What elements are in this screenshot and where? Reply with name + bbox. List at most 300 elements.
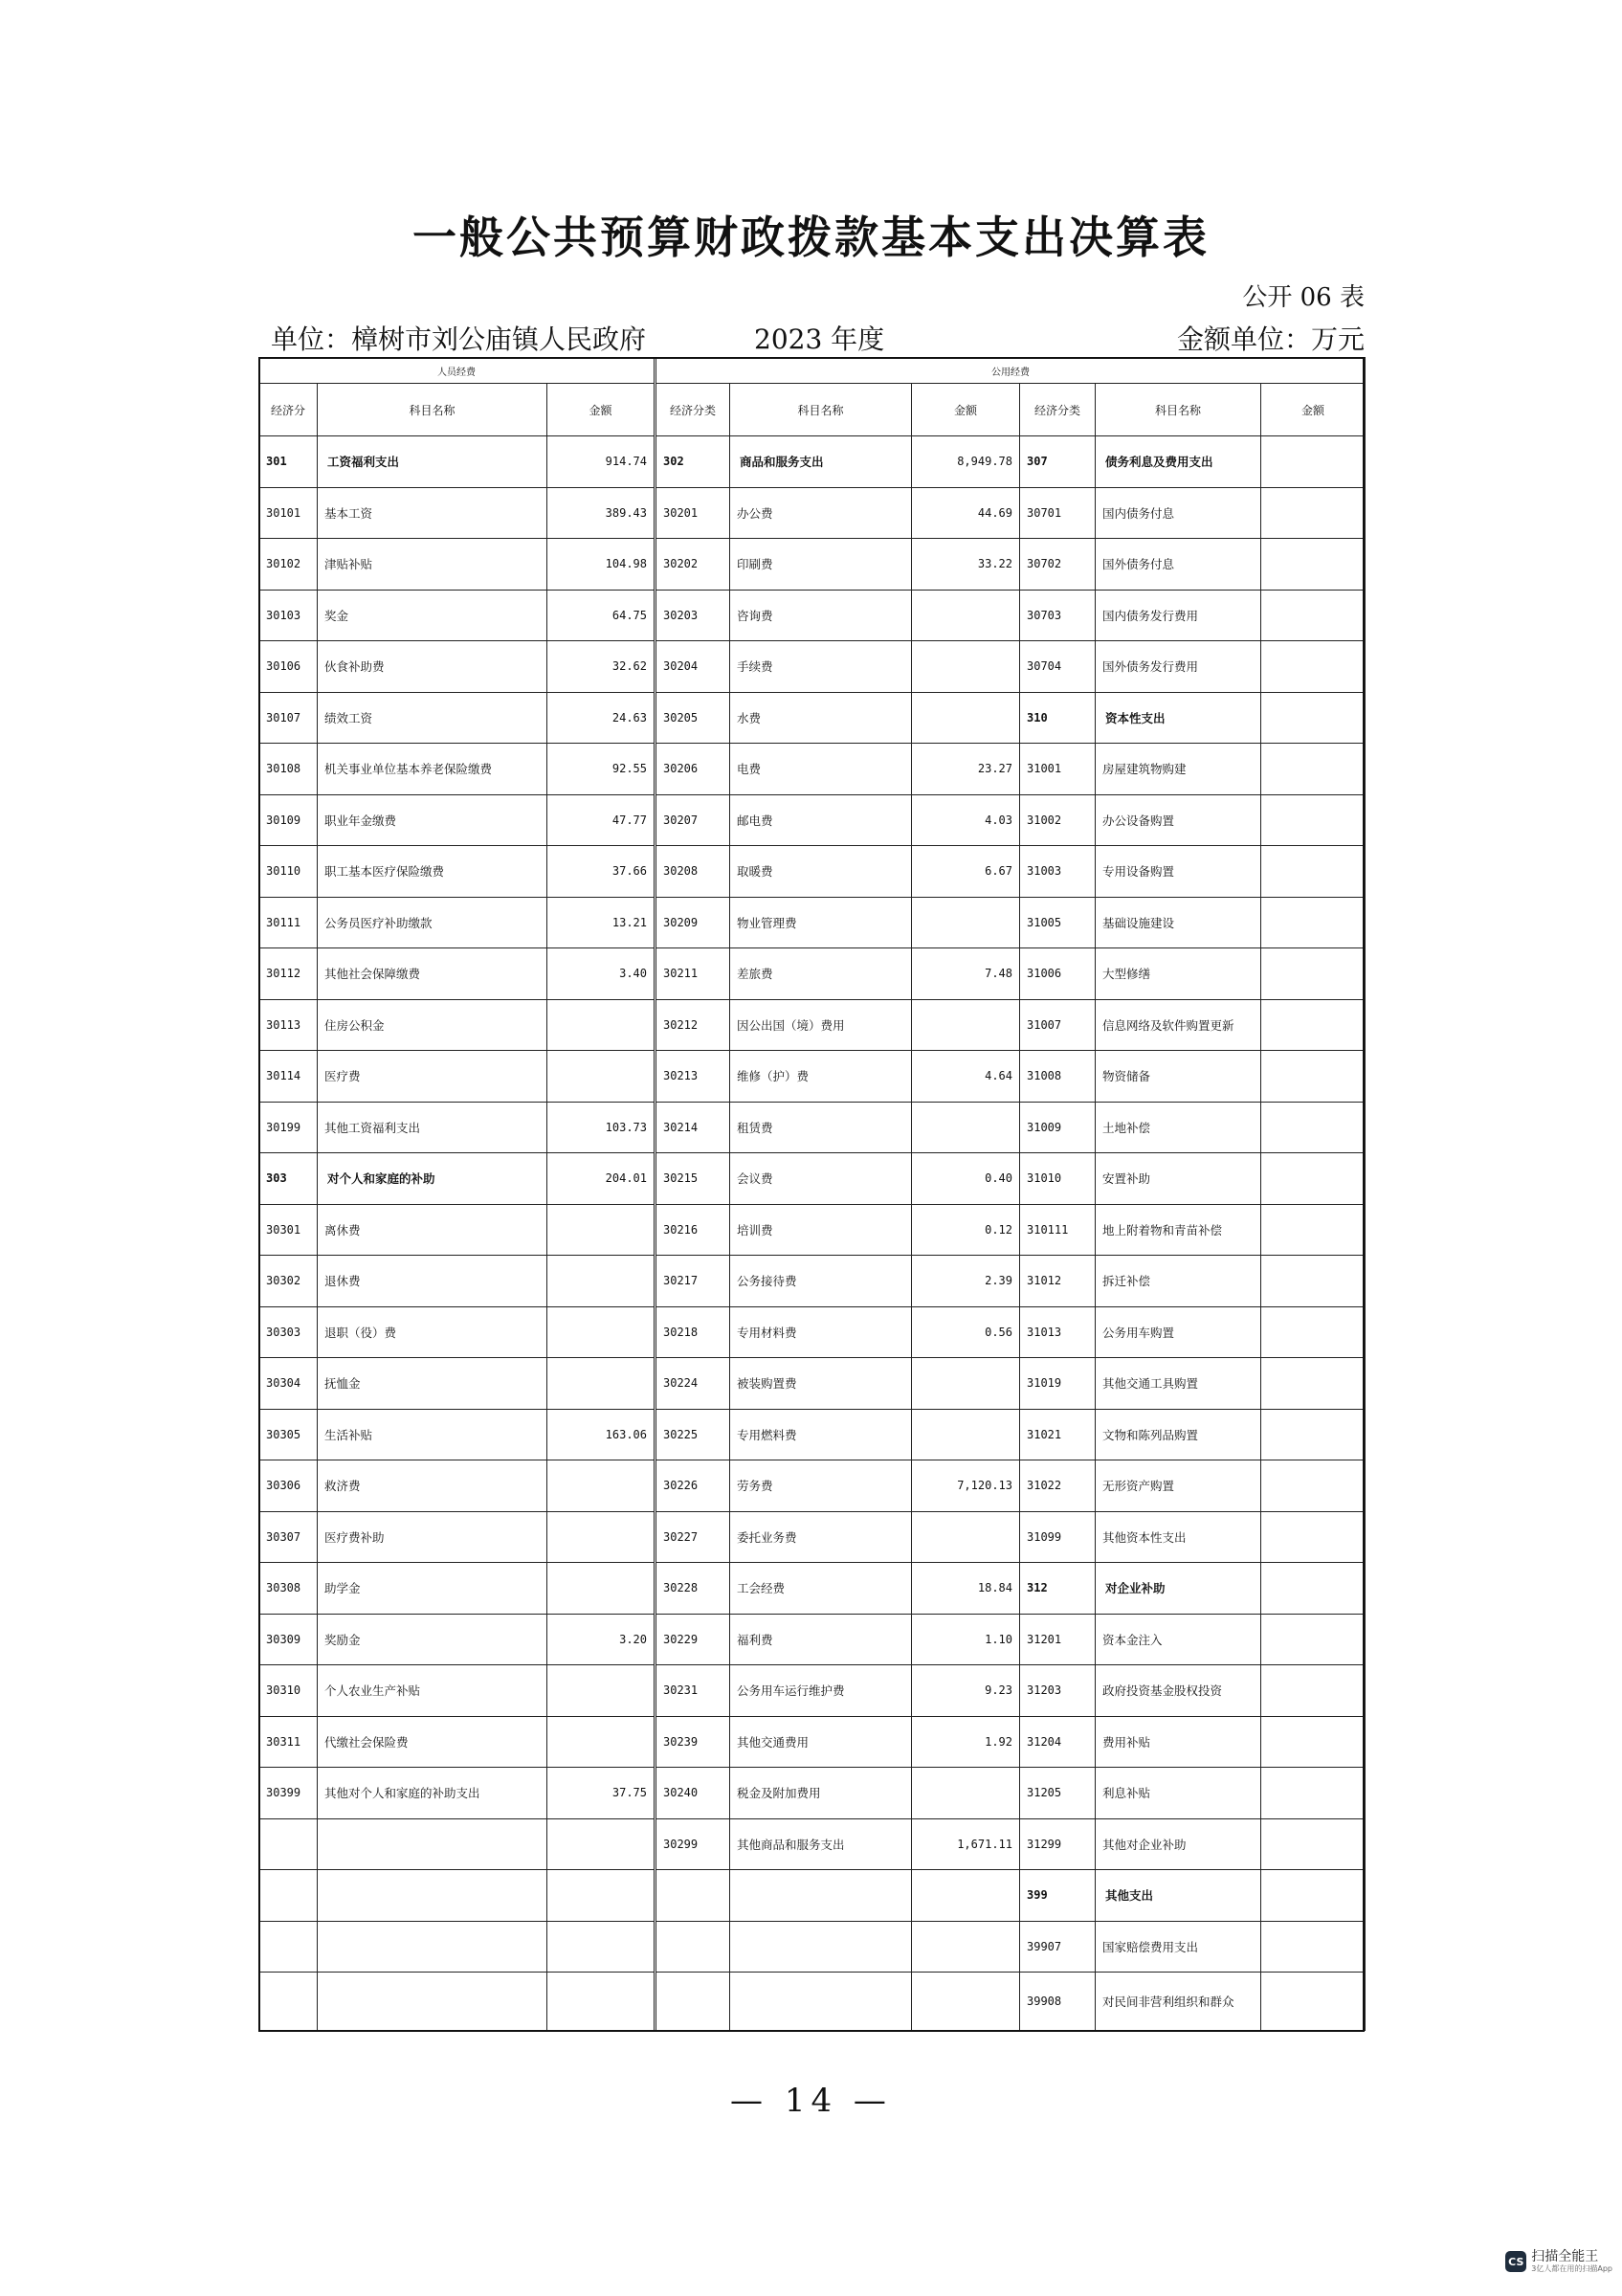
table-row	[259, 744, 1366, 795]
item-name-cell: 工会经费	[730, 1563, 912, 1615]
amount-cell	[1261, 1204, 1366, 1256]
economic-code-cell: 30399	[259, 1768, 318, 1819]
economic-code-cell: 30217	[655, 1256, 730, 1307]
amount-cell	[1261, 1460, 1366, 1512]
item-name-cell: 医疗费	[318, 1051, 547, 1103]
amount-cell: 8,949.78	[912, 436, 1020, 488]
table-row	[259, 948, 1366, 1000]
item-name-cell: 大型修缮	[1096, 948, 1261, 1000]
item-name-cell: 其他工资福利支出	[318, 1102, 547, 1153]
table-row	[259, 1614, 1366, 1665]
amount-cell: 32.62	[547, 641, 655, 693]
amount-cell: 0.40	[912, 1153, 1020, 1205]
economic-code-cell: 399	[1020, 1870, 1096, 1922]
economic-code-cell: 30205	[655, 692, 730, 744]
table-row	[259, 897, 1366, 948]
item-name-cell: 对企业补助	[1096, 1563, 1261, 1615]
economic-code-cell: 30112	[259, 948, 318, 1000]
item-name-cell: 咨询费	[730, 590, 912, 641]
expenditure-table	[258, 357, 1366, 2031]
amount-cell	[547, 1818, 655, 1870]
amount-cell	[912, 692, 1020, 744]
table-row	[259, 1204, 1366, 1256]
item-name-cell: 对民间非营利组织和群众	[1096, 1973, 1261, 2031]
amount-cell: 0.56	[912, 1306, 1020, 1358]
group-public: 公用经费	[655, 358, 1366, 384]
reporting-unit: 单位：樟树市刘公庙镇人民政府	[271, 323, 647, 355]
economic-code-cell: 30703	[1020, 590, 1096, 641]
amount-cell	[1261, 1870, 1366, 1922]
economic-code-cell: 30114	[259, 1051, 318, 1103]
amount-cell: 103.73	[547, 1102, 655, 1153]
item-name-cell: 机关事业单位基本养老保险缴费	[318, 744, 547, 795]
amount-cell	[1261, 1716, 1366, 1768]
table-row	[259, 436, 1366, 488]
amount-cell	[1261, 744, 1366, 795]
economic-code-cell: 31010	[1020, 1153, 1096, 1205]
item-name-cell: 债务利息及费用支出	[1096, 436, 1261, 488]
item-name-cell	[730, 1973, 912, 2031]
amount-cell	[547, 1306, 655, 1358]
economic-code-cell: 30311	[259, 1716, 318, 1768]
page-title: 一般公共预算财政拨款基本支出决算表	[412, 212, 1210, 263]
table-row	[259, 1358, 1366, 1410]
table-row	[259, 539, 1366, 591]
amount-cell	[912, 1921, 1020, 1973]
amount-cell: 1.92	[912, 1716, 1020, 1768]
table-number: 公开 06 表	[1242, 283, 1365, 312]
economic-code-cell: 31019	[1020, 1358, 1096, 1410]
economic-code-cell: 31299	[1020, 1818, 1096, 1870]
economic-code-cell: 30302	[259, 1256, 318, 1307]
amount-cell	[547, 1973, 655, 2031]
item-name-cell: 奖金	[318, 590, 547, 641]
item-name-cell: 安置补助	[1096, 1153, 1261, 1205]
amount-cell: 4.64	[912, 1051, 1020, 1103]
economic-code-cell: 30111	[259, 897, 318, 948]
economic-code-cell: 310	[1020, 692, 1096, 744]
amount-cell	[1261, 1102, 1366, 1153]
economic-code-cell: 30207	[655, 794, 730, 846]
economic-code-cell: 31203	[1020, 1665, 1096, 1717]
economic-code-cell: 30110	[259, 846, 318, 898]
amount-cell	[1261, 1256, 1366, 1307]
amount-cell: 2.39	[912, 1256, 1020, 1307]
item-name-cell: 资本性支出	[1096, 692, 1261, 744]
item-name-cell: 其他社会保障缴费	[318, 948, 547, 1000]
economic-code-cell: 30101	[259, 487, 318, 539]
economic-code-cell: 39908	[1020, 1973, 1096, 2031]
table-row	[259, 590, 1366, 641]
table-row	[259, 1306, 1366, 1358]
item-name-cell: 税金及附加费用	[730, 1768, 912, 1819]
amount-cell	[1261, 1306, 1366, 1358]
item-name-cell: 租赁费	[730, 1102, 912, 1153]
item-name-cell: 劳务费	[730, 1460, 912, 1512]
economic-code-cell: 30228	[655, 1563, 730, 1615]
economic-code-cell: 31099	[1020, 1511, 1096, 1563]
economic-code-cell: 30212	[655, 999, 730, 1051]
economic-code-cell: 30299	[655, 1818, 730, 1870]
economic-code-cell: 30304	[259, 1358, 318, 1410]
economic-code-cell: 30226	[655, 1460, 730, 1512]
economic-code-cell: 30231	[655, 1665, 730, 1717]
economic-code-cell: 30701	[1020, 487, 1096, 539]
amount-cell: 24.63	[547, 692, 655, 744]
item-name-cell: 职业年金缴费	[318, 794, 547, 846]
item-name-cell: 其他交通工具购置	[1096, 1358, 1261, 1410]
amount-cell	[912, 641, 1020, 693]
economic-code-cell: 30216	[655, 1204, 730, 1256]
amount-cell	[547, 1665, 655, 1717]
amount-cell	[1261, 794, 1366, 846]
table-row	[259, 794, 1366, 846]
economic-code-cell: 30229	[655, 1614, 730, 1665]
economic-code-cell: 30225	[655, 1409, 730, 1460]
amount-cell: 3.40	[547, 948, 655, 1000]
item-name-cell: 个人农业生产补贴	[318, 1665, 547, 1717]
amount-cell: 163.06	[547, 1409, 655, 1460]
economic-code-cell: 31008	[1020, 1051, 1096, 1103]
amount-cell	[547, 999, 655, 1051]
economic-code-cell	[655, 1921, 730, 1973]
group-header-row	[259, 358, 1366, 384]
watermark-sub: 3亿人都在用的扫描App	[1531, 2264, 1612, 2273]
table-row	[259, 692, 1366, 744]
item-name-cell: 对个人和家庭的补助	[318, 1153, 547, 1205]
economic-code-cell: 303	[259, 1153, 318, 1205]
item-name-cell: 印刷费	[730, 539, 912, 591]
amount-cell: 104.98	[547, 539, 655, 591]
item-name-cell: 离休费	[318, 1204, 547, 1256]
table-row	[259, 1818, 1366, 1870]
item-name-cell: 公务用车运行维护费	[730, 1665, 912, 1717]
economic-code-cell: 31007	[1020, 999, 1096, 1051]
amount-cell: 4.03	[912, 794, 1020, 846]
item-name-cell: 其他资本性支出	[1096, 1511, 1261, 1563]
item-name-cell: 委托业务费	[730, 1511, 912, 1563]
economic-code-cell	[259, 1818, 318, 1870]
amount-cell: 33.22	[912, 539, 1020, 591]
col-amount-2: 金额	[912, 384, 1020, 436]
economic-code-cell: 310111	[1020, 1204, 1096, 1256]
item-name-cell: 基础设施建设	[1096, 897, 1261, 948]
table-row	[259, 1511, 1366, 1563]
economic-code-cell: 31021	[1020, 1409, 1096, 1460]
item-name-cell: 公务员医疗补助缴款	[318, 897, 547, 948]
item-name-cell: 绩效工资	[318, 692, 547, 744]
economic-code-cell: 30209	[655, 897, 730, 948]
item-name-cell: 代缴社会保险费	[318, 1716, 547, 1768]
item-name-cell: 国内债务付息	[1096, 487, 1261, 539]
fiscal-year: 2023 年度	[754, 323, 885, 355]
economic-code-cell: 30213	[655, 1051, 730, 1103]
amount-cell	[912, 897, 1020, 948]
item-name-cell	[318, 1973, 547, 2031]
economic-code-cell	[259, 1973, 318, 2031]
amount-cell: 13.21	[547, 897, 655, 948]
item-name-cell: 会议费	[730, 1153, 912, 1205]
amount-cell	[912, 1768, 1020, 1819]
economic-code-cell: 30240	[655, 1768, 730, 1819]
amount-cell	[1261, 1153, 1366, 1205]
amount-cell: 7.48	[912, 948, 1020, 1000]
table-row	[259, 1409, 1366, 1460]
col-name-2: 科目名称	[730, 384, 912, 436]
table-row	[259, 1665, 1366, 1717]
money-unit: 金额单位：万元	[1176, 323, 1365, 355]
amount-cell	[912, 1511, 1020, 1563]
economic-code-cell: 30310	[259, 1665, 318, 1717]
amount-cell: 914.74	[547, 436, 655, 488]
amount-cell	[547, 1256, 655, 1307]
column-header-row	[259, 384, 1366, 436]
item-name-cell: 住房公积金	[318, 999, 547, 1051]
table-row	[259, 1153, 1366, 1205]
item-name-cell: 被装购置费	[730, 1358, 912, 1410]
economic-code-cell: 31002	[1020, 794, 1096, 846]
item-name-cell: 基本工资	[318, 487, 547, 539]
item-name-cell: 物资储备	[1096, 1051, 1261, 1103]
item-name-cell: 生活补贴	[318, 1409, 547, 1460]
item-name-cell: 取暖费	[730, 846, 912, 898]
economic-code-cell: 31001	[1020, 744, 1096, 795]
amount-cell	[547, 1460, 655, 1512]
item-name-cell: 邮电费	[730, 794, 912, 846]
item-name-cell: 其他商品和服务支出	[730, 1818, 912, 1870]
table-row	[259, 1921, 1366, 1973]
item-name-cell: 退职（役）费	[318, 1306, 547, 1358]
amount-cell: 23.27	[912, 744, 1020, 795]
economic-code-cell: 30702	[1020, 539, 1096, 591]
amount-cell	[1261, 1409, 1366, 1460]
table-row	[259, 641, 1366, 693]
col-name-1: 科目名称	[318, 384, 547, 436]
item-name-cell: 办公设备购置	[1096, 794, 1261, 846]
economic-code-cell: 30215	[655, 1153, 730, 1205]
economic-code-cell: 30206	[655, 744, 730, 795]
item-name-cell: 助学金	[318, 1563, 547, 1615]
item-name-cell: 其他对个人和家庭的补助支出	[318, 1768, 547, 1819]
amount-cell	[912, 1358, 1020, 1410]
economic-code-cell	[259, 1870, 318, 1922]
item-name-cell: 福利费	[730, 1614, 912, 1665]
item-name-cell: 手续费	[730, 641, 912, 693]
watermark-brand: 扫描全能王	[1531, 2249, 1599, 2264]
item-name-cell: 培训费	[730, 1204, 912, 1256]
amount-cell	[1261, 1511, 1366, 1563]
economic-code-cell: 302	[655, 436, 730, 488]
item-name-cell: 拆迁补偿	[1096, 1256, 1261, 1307]
col-code-2: 经济分类	[655, 384, 730, 436]
economic-code-cell: 30204	[655, 641, 730, 693]
economic-code-cell: 30704	[1020, 641, 1096, 693]
economic-code-cell: 30106	[259, 641, 318, 693]
table-row	[259, 1256, 1366, 1307]
item-name-cell	[318, 1921, 547, 1973]
economic-code-cell: 31204	[1020, 1716, 1096, 1768]
item-name-cell: 其他交通费用	[730, 1716, 912, 1768]
economic-code-cell: 30227	[655, 1511, 730, 1563]
economic-code-cell: 30113	[259, 999, 318, 1051]
economic-code-cell	[655, 1870, 730, 1922]
economic-code-cell: 301	[259, 436, 318, 488]
item-name-cell: 专用材料费	[730, 1306, 912, 1358]
table-row	[259, 1716, 1366, 1768]
item-name-cell	[318, 1870, 547, 1922]
amount-cell	[912, 590, 1020, 641]
item-name-cell: 公务接待费	[730, 1256, 912, 1307]
amount-cell: 389.43	[547, 487, 655, 539]
item-name-cell: 伙食补助费	[318, 641, 547, 693]
amount-cell	[912, 1409, 1020, 1460]
economic-code-cell: 30202	[655, 539, 730, 591]
amount-cell	[547, 1716, 655, 1768]
economic-code-cell: 30109	[259, 794, 318, 846]
amount-cell	[1261, 1768, 1366, 1819]
amount-cell: 44.69	[912, 487, 1020, 539]
amount-cell	[547, 1870, 655, 1922]
economic-code-cell: 307	[1020, 436, 1096, 488]
item-name-cell: 国内债务发行费用	[1096, 590, 1261, 641]
group-personnel: 人员经费	[259, 358, 655, 384]
amount-cell: 37.66	[547, 846, 655, 898]
amount-cell	[1261, 846, 1366, 898]
economic-code-cell: 30102	[259, 539, 318, 591]
amount-cell	[547, 1204, 655, 1256]
table-row	[259, 1563, 1366, 1615]
economic-code-cell: 30306	[259, 1460, 318, 1512]
economic-code-cell: 30199	[259, 1102, 318, 1153]
amount-cell	[1261, 436, 1366, 488]
item-name-cell: 信息网络及软件购置更新	[1096, 999, 1261, 1051]
economic-code-cell: 31005	[1020, 897, 1096, 948]
amount-cell	[912, 999, 1020, 1051]
economic-code-cell: 30224	[655, 1358, 730, 1410]
amount-cell	[1261, 1818, 1366, 1870]
item-name-cell: 维修（护）费	[730, 1051, 912, 1103]
col-name-3: 科目名称	[1096, 384, 1261, 436]
table-row	[259, 1973, 1366, 2031]
col-amount-3: 金额	[1261, 384, 1366, 436]
item-name-cell: 商品和服务支出	[730, 436, 912, 488]
item-name-cell: 资本金注入	[1096, 1614, 1261, 1665]
economic-code-cell: 30203	[655, 590, 730, 641]
economic-code-cell: 31013	[1020, 1306, 1096, 1358]
amount-cell	[1261, 999, 1366, 1051]
table-row	[259, 1051, 1366, 1103]
item-name-cell: 无形资产购置	[1096, 1460, 1261, 1512]
economic-code-cell: 31012	[1020, 1256, 1096, 1307]
economic-code-cell: 30218	[655, 1306, 730, 1358]
economic-code-cell	[259, 1921, 318, 1973]
item-name-cell: 专用设备购置	[1096, 846, 1261, 898]
amount-cell: 1,671.11	[912, 1818, 1020, 1870]
economic-code-cell: 31003	[1020, 846, 1096, 898]
economic-code-cell: 30211	[655, 948, 730, 1000]
economic-code-cell: 30301	[259, 1204, 318, 1256]
item-name-cell: 电费	[730, 744, 912, 795]
economic-code-cell: 30239	[655, 1716, 730, 1768]
amount-cell: 0.12	[912, 1204, 1020, 1256]
economic-code-cell: 30108	[259, 744, 318, 795]
item-name-cell	[730, 1870, 912, 1922]
amount-cell	[1261, 692, 1366, 744]
amount-cell	[1261, 1358, 1366, 1410]
item-name-cell: 办公费	[730, 487, 912, 539]
table-row	[259, 487, 1366, 539]
col-amount-1: 金额	[547, 384, 655, 436]
economic-code-cell: 30208	[655, 846, 730, 898]
amount-cell	[912, 1973, 1020, 2031]
economic-code-cell: 30305	[259, 1409, 318, 1460]
amount-cell: 6.67	[912, 846, 1020, 898]
economic-code-cell: 31022	[1020, 1460, 1096, 1512]
economic-code-cell: 31006	[1020, 948, 1096, 1000]
amount-cell	[912, 1102, 1020, 1153]
item-name-cell: 差旅费	[730, 948, 912, 1000]
economic-code-cell: 31009	[1020, 1102, 1096, 1153]
table-row	[259, 999, 1366, 1051]
economic-code-cell: 30201	[655, 487, 730, 539]
item-name-cell: 工资福利支出	[318, 436, 547, 488]
amount-cell	[547, 1511, 655, 1563]
item-name-cell: 文物和陈列品购置	[1096, 1409, 1261, 1460]
item-name-cell: 抚恤金	[318, 1358, 547, 1410]
item-name-cell: 费用补贴	[1096, 1716, 1261, 1768]
item-name-cell: 津贴补贴	[318, 539, 547, 591]
amount-cell: 204.01	[547, 1153, 655, 1205]
amount-cell	[1261, 1563, 1366, 1615]
item-name-cell: 专用燃料费	[730, 1409, 912, 1460]
amount-cell	[547, 1921, 655, 1973]
economic-code-cell: 30308	[259, 1563, 318, 1615]
col-code-1: 经济分	[259, 384, 318, 436]
amount-cell	[547, 1563, 655, 1615]
economic-code-cell: 39907	[1020, 1921, 1096, 1973]
amount-cell	[1261, 487, 1366, 539]
scanner-logo-icon: CS	[1505, 2251, 1526, 2272]
economic-code-cell: 30107	[259, 692, 318, 744]
item-name-cell: 医疗费补助	[318, 1511, 547, 1563]
amount-cell	[547, 1051, 655, 1103]
table-row	[259, 1460, 1366, 1512]
amount-cell: 1.10	[912, 1614, 1020, 1665]
amount-cell	[1261, 1614, 1366, 1665]
amount-cell	[1261, 1051, 1366, 1103]
table-row	[259, 1102, 1366, 1153]
item-name-cell: 物业管理费	[730, 897, 912, 948]
amount-cell: 47.77	[547, 794, 655, 846]
amount-cell: 64.75	[547, 590, 655, 641]
amount-cell	[1261, 590, 1366, 641]
table-row	[259, 1768, 1366, 1819]
amount-cell: 18.84	[912, 1563, 1020, 1615]
economic-code-cell: 30307	[259, 1511, 318, 1563]
economic-code-cell: 30309	[259, 1614, 318, 1665]
economic-code-cell	[655, 1973, 730, 2031]
item-name-cell: 退休费	[318, 1256, 547, 1307]
item-name-cell: 公务用车购置	[1096, 1306, 1261, 1358]
item-name-cell: 国外债务发行费用	[1096, 641, 1261, 693]
item-name-cell: 国家赔偿费用支出	[1096, 1921, 1261, 1973]
scanner-watermark	[1505, 2249, 1612, 2274]
amount-cell	[547, 1358, 655, 1410]
table-row	[259, 846, 1366, 898]
economic-code-cell: 30103	[259, 590, 318, 641]
item-name-cell: 国外债务付息	[1096, 539, 1261, 591]
item-name-cell: 其他支出	[1096, 1870, 1261, 1922]
